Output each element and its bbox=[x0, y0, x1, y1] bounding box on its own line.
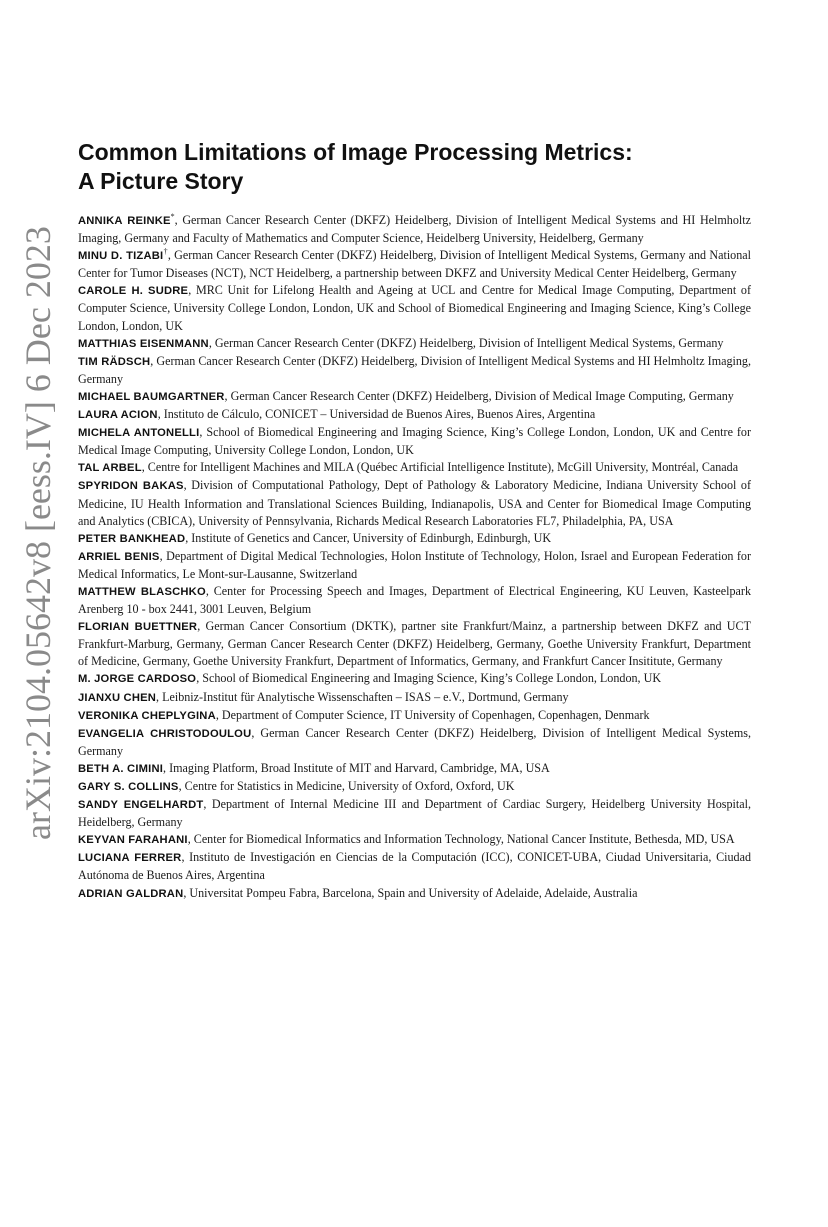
author-affiliation: , Department of Digital Medical Technologies, Holon Institute of Technology, Holon, Israel and European Federation for Medical Informatics, Le Mont-sur-Lausanne, Switzerland bbox=[78, 548, 751, 581]
author-name: M. JORGE CARDOSO bbox=[78, 673, 197, 686]
author-entry bbox=[78, 247, 751, 282]
author-name: MINU D. TIZABI bbox=[78, 250, 164, 263]
author-affiliation: , Imaging Platform, Broad Institute of MIT and Harvard, Cambridge, MA, USA bbox=[163, 760, 550, 775]
author-entry bbox=[78, 618, 751, 670]
author-name: CAROLE H. SUDRE bbox=[78, 285, 189, 298]
author-affiliation: , Instituto de Cálculo, CONICET – Universidad de Buenos Aires, Buenos Aires, Argentina bbox=[157, 407, 596, 422]
author-entry bbox=[78, 459, 751, 477]
author-entry bbox=[78, 670, 751, 688]
author-name: GARY S. COLLINS bbox=[78, 781, 179, 793]
author-name: FLORIAN BUETTNER bbox=[78, 621, 198, 634]
author-name: KEYVAN FARAHANI bbox=[78, 834, 188, 847]
author-entry bbox=[78, 796, 751, 831]
author-footnote-mark: † bbox=[163, 247, 168, 257]
author-entry bbox=[78, 530, 751, 548]
author-affiliation: , Instituto de Investigación en Ciencias de la Computación (ICC), CONICET-UBA, Ciudad Universitaria, Ciudad Autónoma de Buenos Aires, Argentina bbox=[78, 850, 751, 883]
author-entry bbox=[78, 335, 751, 353]
author-entry bbox=[78, 689, 751, 707]
author-affiliation: , Leibniz-Institut für Analytische Wissenschaften – ISAS – e.V., Dortmund, Germany bbox=[156, 689, 569, 704]
author-affiliation: , Center for Biomedical Informatics and Information Technology, National Cancer Institute, Bethesda, MD, USA bbox=[187, 832, 735, 847]
author-list bbox=[78, 212, 751, 903]
author-name: PETER BANKHEAD bbox=[78, 532, 186, 545]
author-affiliation: , School of Biomedical Engineering and Imaging Science, King’s College London, London, UK bbox=[196, 671, 662, 686]
paper-title bbox=[78, 138, 758, 196]
author-entry bbox=[78, 849, 751, 884]
author-name: MATTHEW BLASCHKO bbox=[78, 585, 206, 598]
author-entry bbox=[78, 725, 751, 760]
author-entry bbox=[78, 282, 751, 334]
author-name: ADRIAN GALDRAN bbox=[78, 887, 184, 900]
author-affiliation: , Division of Computational Pathology, Dept of Pathology & Laboratory Medicine, Indiana University School of Medicine, IU Health Information and Translational Sciences Building, Indianapolis, USA and Center for Biomedical Image Computing and Analytics (CBICA), University of Pennsylvania, Richards Medical Research Laboratories FL7, Philadelphia, PA, USA bbox=[78, 478, 751, 528]
author-affiliation: , Centre for Statistics in Medicine, University of Oxford, Oxford, UK bbox=[178, 779, 515, 793]
author-affiliation: , MRC Unit for Lifelong Health and Ageing at UCL and Centre for Medical Image Computing, Department of Computer Science, University College London, London, UK and School of Biomedical Engineering and Imaging Science, King’s College London, London, UK bbox=[78, 283, 751, 333]
author-name: EVANGELIA CHRISTODOULOU bbox=[78, 727, 252, 740]
author-name: SPYRIDON BAKAS bbox=[78, 480, 184, 493]
author-name: SANDY ENGELHARDT bbox=[78, 799, 204, 812]
author-affiliation: , Universitat Pompeu Fabra, Barcelona, Spain and University of Adelaide, Adelaide, Australia bbox=[183, 885, 638, 900]
author-name: ANNIKA REINKE bbox=[78, 215, 171, 227]
author-entry bbox=[78, 707, 751, 725]
author-affiliation: , German Cancer Research Center (DKFZ) Heidelberg, Division of Intelligent Medical Systems, Germany and National Center for Tumor Diseases (NCT), NCT Heidelberg, a partnership between DKFZ and University Medical Center Heidelberg, Germany bbox=[78, 248, 752, 281]
author-name: MATTHIAS EISENMANN bbox=[78, 337, 209, 350]
paper-title-line-1: Common Limitations of Image Processing Metrics: bbox=[78, 139, 633, 165]
paper-title-line-2: A Picture Story bbox=[78, 168, 244, 194]
author-name: MICHELA ANTONELLI bbox=[78, 427, 200, 440]
author-name: MICHAEL BAUMGARTNER bbox=[78, 390, 225, 403]
author-entry bbox=[78, 583, 751, 618]
author-footnote-mark: * bbox=[170, 211, 175, 221]
author-entry bbox=[78, 424, 751, 459]
author-name: VERONIKA CHEPLYGINA bbox=[78, 709, 216, 722]
author-entry bbox=[78, 212, 751, 247]
author-entry bbox=[78, 353, 751, 388]
author-affiliation: , German Cancer Research Center (DKFZ) Heidelberg, Division of Intelligent Medical Systems and HI Helmholtz Imaging, Germany bbox=[78, 353, 751, 386]
author-entry bbox=[78, 778, 751, 796]
author-name: TIM RÄDSCH bbox=[78, 355, 151, 368]
author-affiliation: , Department of Internal Medicine III and Department of Cardiac Surgery, Heidelberg University Hospital, Heidelberg, Germany bbox=[78, 797, 751, 830]
author-affiliation: , German Cancer Consortium (DKTK), partner site Frankfurt/Mainz, a partnership between DKFZ and UCT Frankfurt-Marburg, Germany, German Cancer Research Center (DKFZ) Heidelberg, Germany, Goethe University Frankfurt, Department of Medicine, Germany, Goethe University Frankfurt, Department of Informatics, Germany, and Frankfurt Cancer Insititute, Germany bbox=[78, 619, 751, 669]
author-name: TAL ARBEL bbox=[78, 462, 142, 475]
author-affiliation: , German Cancer Research Center (DKFZ) Heidelberg, Division of Intelligent Medical Systems, Germany bbox=[208, 335, 724, 350]
author-affiliation: , German Cancer Research Center (DKFZ) Heidelberg, Division of Medical Image Computing, Germany bbox=[224, 388, 734, 403]
author-entry bbox=[78, 760, 751, 778]
author-entry bbox=[78, 406, 751, 424]
author-affiliation: , Center for Processing Speech and Images, Department of Electrical Engineering, KU Leuven, Kasteelpark Arenberg 10 - box 2441, 3001 Leuven, Belgium bbox=[78, 583, 751, 617]
author-entry bbox=[78, 548, 751, 583]
arxiv-side-stamp: arXiv:2104.05642v8 [eess.IV] 6 Dec 2023 bbox=[18, 226, 58, 840]
author-affiliation: , Centre for Intelligent Machines and MILA (Québec Artificial Intelligence Institute), McGill University, Montréal, Canada bbox=[141, 460, 739, 475]
author-entry bbox=[78, 885, 751, 903]
author-name: ARRIEL BENIS bbox=[78, 550, 160, 563]
author-affiliation: , Institute of Genetics and Cancer, University of Edinburgh, Edinburgh, UK bbox=[185, 530, 552, 545]
author-entry bbox=[78, 477, 751, 529]
author-name: BETH A. CIMINI bbox=[78, 762, 164, 775]
author-name: JIANXU CHEN bbox=[78, 691, 157, 704]
author-entry bbox=[78, 831, 751, 849]
author-affiliation: , School of Biomedical Engineering and Imaging Science, King’s College London, London, UK and Centre for Medical Image Computing, University College London, London, UK bbox=[78, 425, 751, 458]
author-affiliation: , German Cancer Research Center (DKFZ) Heidelberg, Division of Intelligent Medical Systems, Germany bbox=[78, 725, 751, 758]
author-name: LAURA ACION bbox=[78, 409, 158, 422]
author-affiliation: , German Cancer Research Center (DKFZ) Heidelberg, Division of Intelligent Medical Systems and HI Helmholtz Imaging, Germany and Faculty of Mathematics and Computer Science, Heidelberg University, Heidelberg, Germany bbox=[78, 213, 751, 246]
author-name: LUCIANA FERRER bbox=[78, 852, 182, 865]
author-entry bbox=[78, 388, 751, 406]
author-affiliation: , Department of Computer Science, IT University of Copenhagen, Copenhagen, Denmark bbox=[215, 707, 650, 722]
